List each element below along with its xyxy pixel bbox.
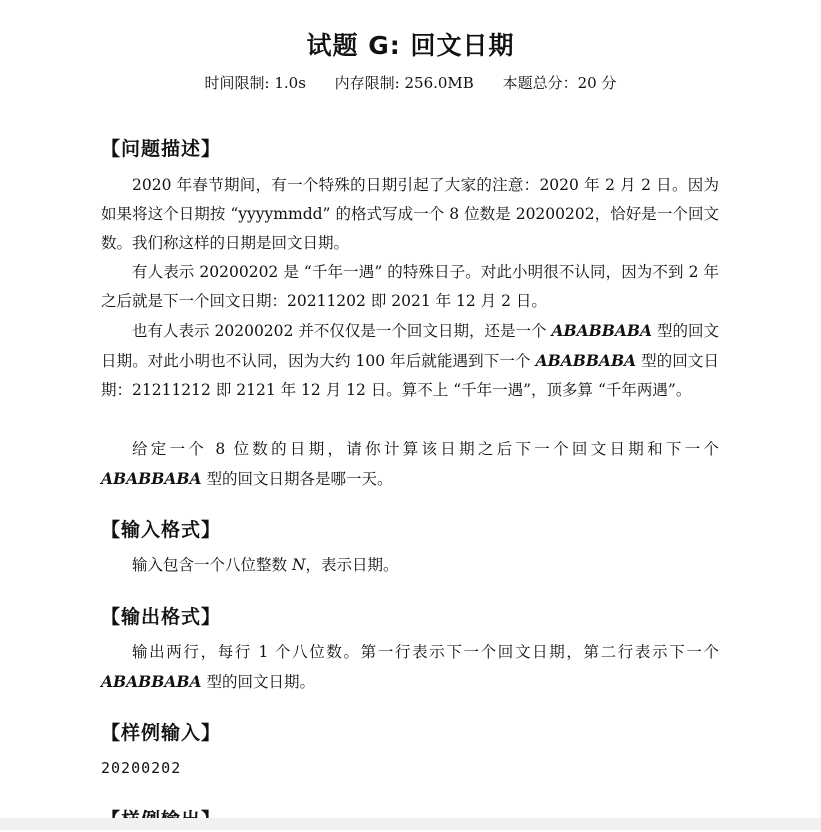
- pattern-term: ABABBABA: [101, 469, 202, 488]
- problem-paragraph-4: [101, 435, 719, 494]
- paragraph-text: 型的回文日期。: [201, 673, 315, 691]
- paragraph-text: 型的回文日期：21211212 即 2121 年 12 月 12 日。算不上 “千年一遇”，顶多算 “千年两遇”。: [101, 352, 719, 399]
- page-title: 试题 G: 回文日期: [306, 31, 515, 60]
- problem-paragraph-2: 有人表示 20200202 是 “千年一遇” 的特殊日子。对此小明很不认同，因为不到 2 年之后就是下一个回文日期：20211202 即 2021 年 12 月 2 日。: [101, 263, 719, 310]
- memory-limit: 内存限制: 256.0MB: [334, 74, 474, 92]
- paragraph-text: ，表示日期。: [305, 556, 399, 574]
- pattern-term: ABABBABA: [101, 672, 202, 691]
- section-heading-output: 【输出格式】: [101, 606, 222, 628]
- pattern-term: ABABBABA: [551, 321, 652, 340]
- paragraph-text: 也有人表示 20200202 并不仅仅是一个回文日期，还是一个: [132, 322, 552, 340]
- paragraph-text: 给定一个 8 位数的日期，请你计算该日期之后下一个回文日期和下一个: [132, 440, 719, 458]
- problem-paragraph-1: 2020 年春节期间，有一个特殊的日期引起了大家的注意：2020 年 2 月 2 日。因为如果将这个日期按 “yyyymmdd” 的格式写成一个 8 位数是 20200202，恰好是一个回文数。我们称这样的日期是回文日期。: [101, 176, 719, 252]
- section-heading-problem: 【问题描述】: [101, 138, 222, 160]
- paragraph-text: 型的回文日期各是哪一天。: [201, 470, 393, 488]
- input-description: [101, 551, 719, 580]
- time-limit: 时间限制: 1.0s: [204, 74, 306, 92]
- paragraph-text: 输出两行，每行 1 个八位数。第一行表示下一个回文日期，第二行表示下一个: [132, 643, 719, 661]
- pattern-term: ABABBABA: [535, 351, 637, 370]
- section-heading-input: 【输入格式】: [101, 519, 222, 541]
- problem-paragraph-3: [101, 316, 719, 405]
- paragraph-text: 型的回文日期。对此小明也不认同，因为大约 100 年后就能遇到下一个: [101, 322, 719, 370]
- problem-meta: [0, 72, 821, 93]
- total-score: 本题总分：20 分: [502, 74, 617, 92]
- output-description: [101, 638, 719, 697]
- paragraph-text: 输入包含一个八位整数: [132, 556, 292, 574]
- viewer-bottom-bar: [0, 818, 821, 830]
- variable-n: N: [291, 556, 306, 574]
- section-heading-sample-input: 【样例输入】: [101, 722, 222, 744]
- sample-input-value: 20200202: [101, 759, 182, 777]
